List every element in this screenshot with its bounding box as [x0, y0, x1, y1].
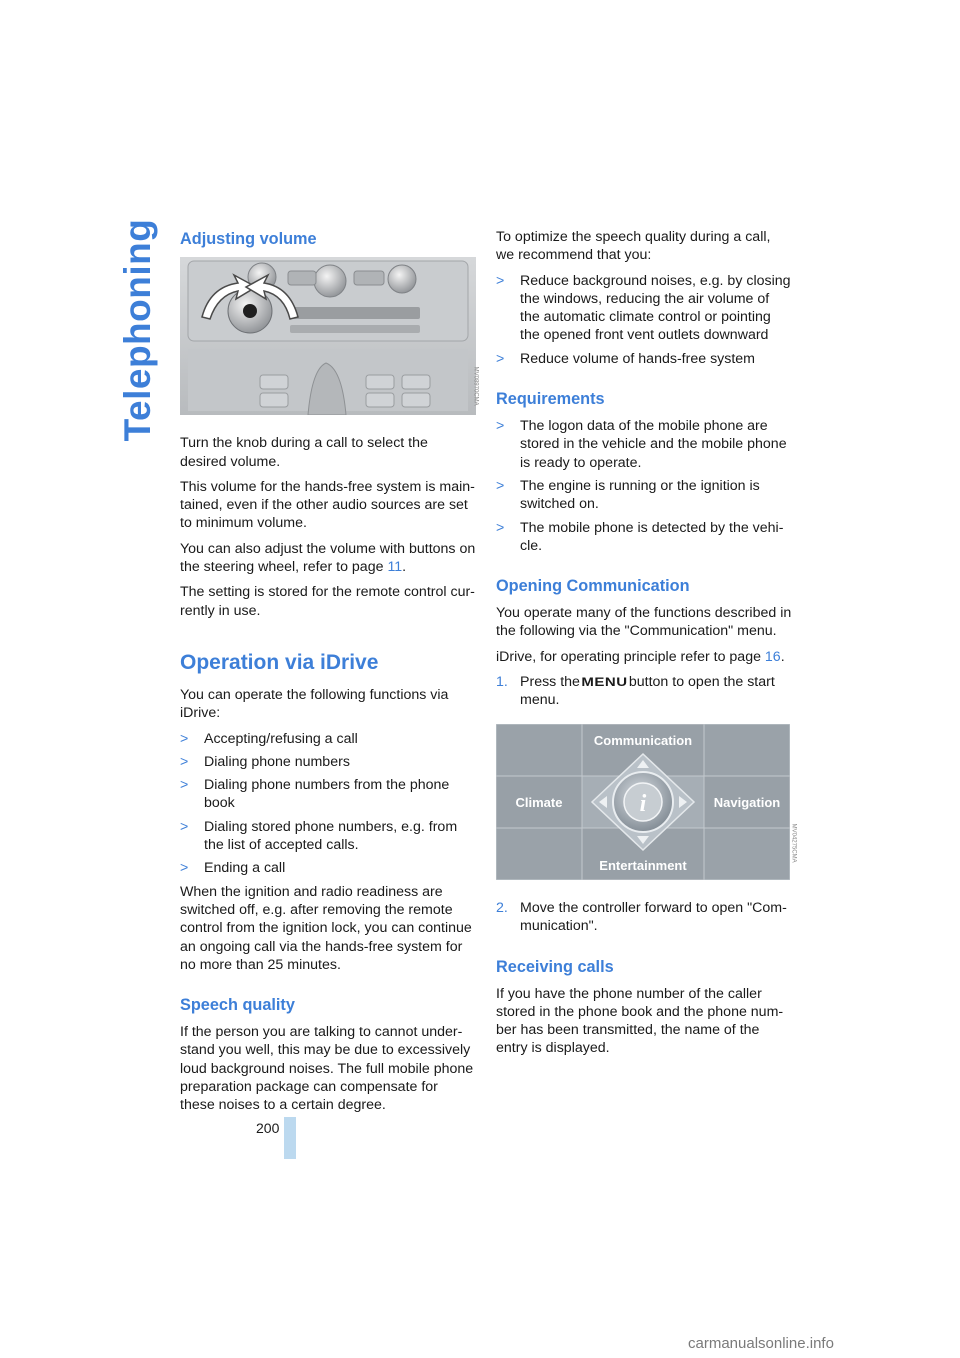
figure-start-menu: [496, 724, 797, 885]
menu-item-entertainment: Entertainment: [599, 857, 687, 873]
bullet-marker: >: [180, 777, 189, 794]
svg-text:i: i: [639, 790, 647, 817]
list-item: > Accepting/refusing a call: [180, 730, 358, 747]
list-item: > Dialing phone numbers: [180, 753, 350, 770]
list-item: > Ending a call: [180, 860, 286, 877]
footer-watermark: carmanualsonline.info: [688, 1335, 834, 1352]
list-item: > Reduce background noises, e.g. by closing the windows, reducing the air volume of the automatic climate control or pointing the opened front vent outlets downward: [496, 272, 791, 344]
step-number: 1.: [496, 674, 508, 691]
paragraph: Turn the knob during a call to select the desired volume.: [180, 435, 428, 470]
heading-operation-via-idrive: Operation via iDrive: [180, 650, 379, 674]
paragraph: The setting is stored for the remote control cur-rently in use.: [180, 584, 475, 619]
bullet-marker: >: [496, 272, 505, 289]
paragraph: You operate many of the functions described in the following via the "Communication" menu.: [496, 605, 792, 640]
list-item: > The logon data of the mobile phone are stored in the vehicle and the mobile phone is ready to operate.: [496, 418, 787, 471]
bullet-marker: >: [180, 753, 189, 770]
menu-item-climate: Climate: [515, 794, 563, 810]
paragraph: iDrive, for operating principle refer to page 16.: [496, 648, 785, 665]
bullet-marker: >: [496, 350, 505, 367]
list-item: > Dialing phone numbers from the phone book: [180, 777, 450, 812]
list-item: > The mobile phone is detected by the vehi-cle.: [496, 519, 784, 554]
bullet-marker: >: [496, 418, 505, 435]
step-2: 2. Move the controller forward to open "Com-munication".: [496, 899, 787, 935]
step-number: 2.: [496, 899, 508, 916]
page-link-11[interactable]: 11: [387, 559, 403, 576]
heading-receiving-calls: Receiving calls: [496, 957, 614, 976]
paragraph: To optimize the speech quality during a call, we recommend that you:: [496, 229, 771, 264]
heading-opening-communication: Opening Communication: [496, 577, 690, 596]
volume-knob-illustration: [180, 257, 476, 415]
bullet-marker: >: [180, 860, 189, 877]
bullet-marker: >: [180, 818, 189, 835]
left-column: [180, 228, 479, 1122]
chapter-title: [112, 218, 164, 442]
page-number: 200: [256, 1120, 280, 1136]
paragraph: When the ignition and radio readiness are switched off, e.g. after removing the remote control from the ignition lock, you can continue an ongoing call via the hands-free system for no more than 25 minutes.: [180, 883, 472, 973]
menu-item-navigation: Navigation: [713, 794, 781, 810]
figure-code: MV04275CMA: [790, 823, 797, 863]
list-item: > Reduce volume of hands-free system: [496, 350, 755, 367]
bullet-marker: >: [496, 477, 505, 494]
paragraph: You can operate the following functions via iDrive:: [180, 686, 449, 722]
paragraph: You can also adjust the volume with buttons on the steering wheel, refer to page 11.: [180, 540, 476, 576]
heading-speech-quality: Speech quality: [180, 996, 295, 1015]
figure-code: MV08970CMA: [472, 366, 479, 406]
bullet-marker: >: [180, 730, 189, 747]
heading-requirements: Requirements: [496, 390, 605, 409]
menu-button-label: MENU: [581, 675, 628, 690]
heading-adjusting-volume: Adjusting volume: [180, 230, 317, 248]
figure-volume-knob: [180, 257, 479, 420]
page-link-16[interactable]: 16: [764, 648, 781, 665]
menu-item-communication: Communication: [593, 732, 693, 748]
paragraph: This volume for the hands-free system is main-tained, even if the other audio sources are set to minimum volume.: [180, 478, 475, 532]
paragraph: If the person you are talking to cannot under-stand you well, this may be due to excessively loud background noises. The full mobile phone preparation package can compensate for these noises to a certain degree.: [180, 1024, 474, 1114]
bullet-marker: >: [496, 519, 505, 536]
right-column: [496, 228, 797, 1065]
idrive-start-menu: [496, 724, 790, 880]
paragraph: If you have the phone number of the caller stored in the phone book and the phone num-ber has been transmitted, the name of the entry is displayed.: [496, 985, 784, 1057]
list-item: > The engine is running or the ignition is switched on.: [496, 477, 760, 513]
step-1: 1. Press theMENUbutton to open the start menu.: [496, 674, 775, 709]
chapter-title-text: Telephoning: [117, 218, 158, 442]
page-marker-bar: [284, 1117, 296, 1159]
list-item: > Dialing stored phone numbers, e.g. from the list of accepted calls.: [180, 818, 458, 854]
